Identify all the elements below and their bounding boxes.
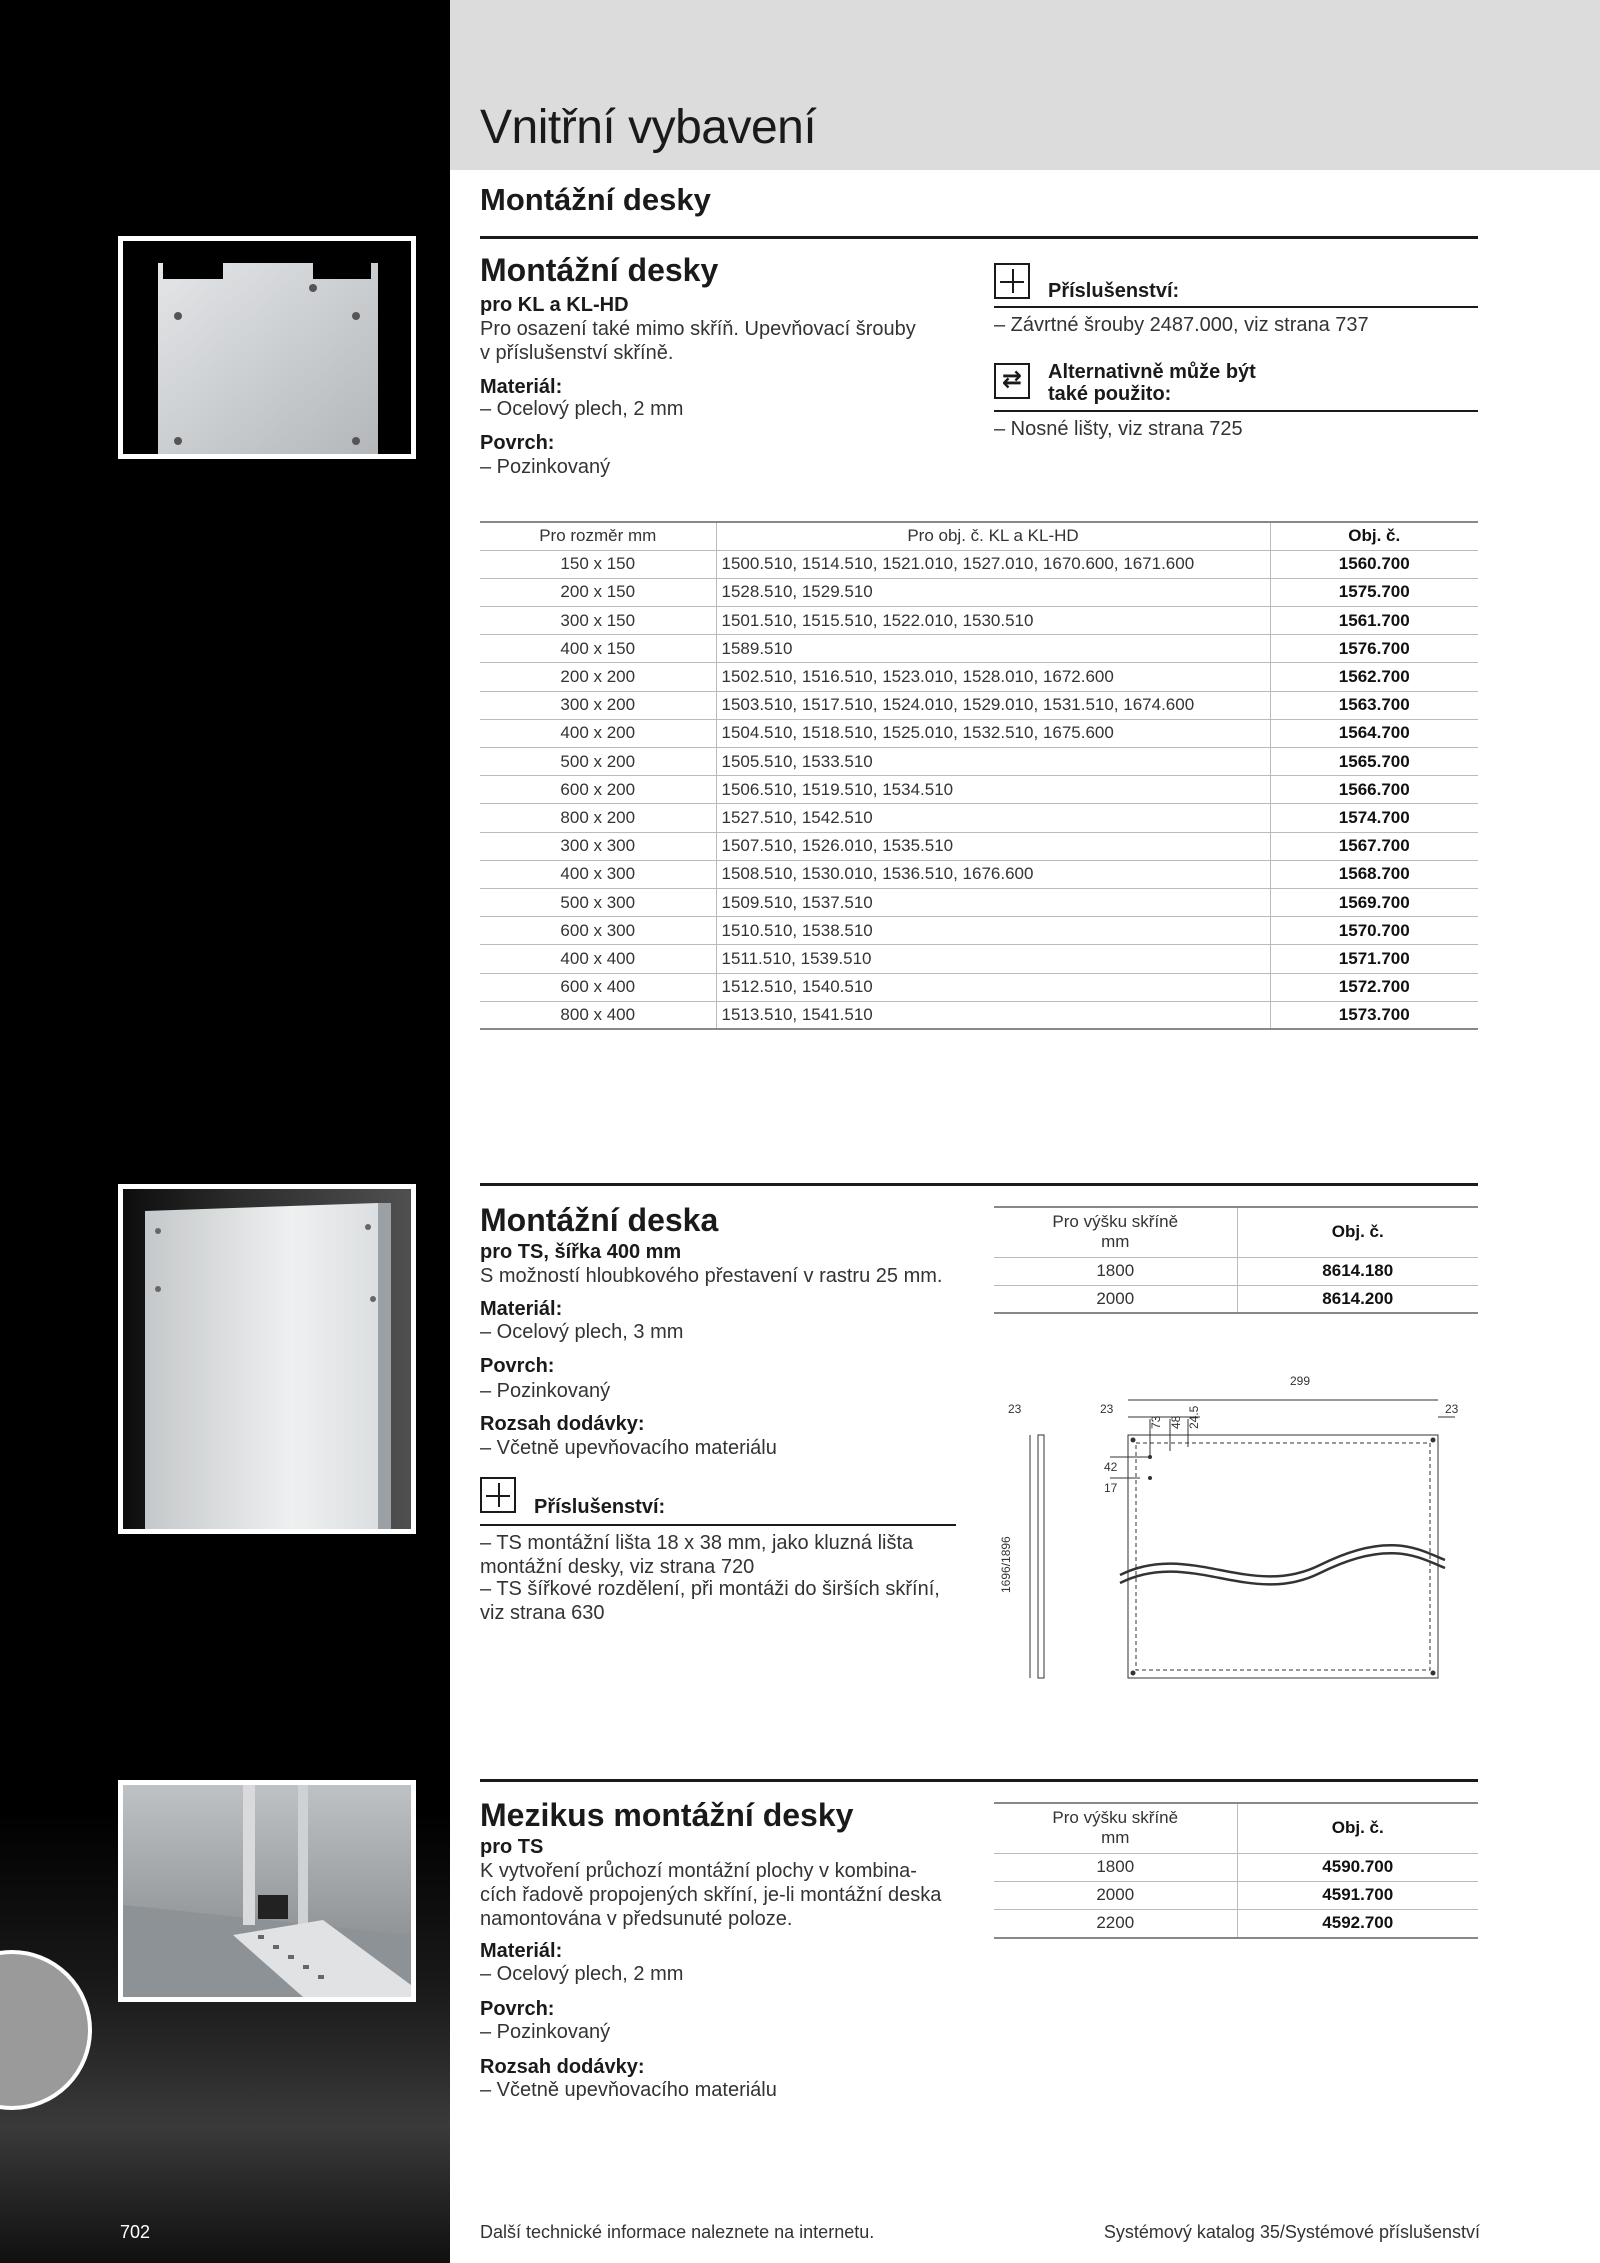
table-row — [480, 973, 1478, 1001]
table-cell: 8614.180 — [1237, 1257, 1478, 1285]
column-header-size: Pro rozměr mm — [480, 522, 716, 550]
table-row — [480, 832, 1478, 860]
table-row — [480, 607, 1478, 635]
table-row — [480, 691, 1478, 719]
table-cell: 1573.700 — [1270, 1001, 1478, 1029]
material-label: Materiál: — [480, 1298, 563, 1320]
accessory-item[interactable]: – TS šířkové rozdělení, při montáži do širších skříní, viz strana 630 — [480, 1578, 940, 1624]
dim-right: 23 — [1445, 1402, 1459, 1416]
table-row — [994, 1285, 1478, 1313]
surface-label: Povrch: — [480, 1998, 555, 2020]
table-cell: 500 x 200 — [480, 748, 716, 776]
table-cell: 1511.510, 1539.510 — [716, 945, 1270, 973]
table-cell: 1505.510, 1533.510 — [716, 748, 1270, 776]
table-cell: 1510.510, 1538.510 — [716, 917, 1270, 945]
footer-note[interactable]: Další technické informace naleznete na internetu. — [480, 2222, 875, 2242]
plus-icon — [994, 263, 1030, 299]
table-cell: 600 x 300 — [480, 917, 716, 945]
dim-height: 1696/1896 — [999, 1536, 1013, 1593]
surface-value: – Pozinkovaný — [480, 456, 611, 478]
delivery-label: Rozsah dodávky: — [480, 1413, 645, 1435]
table-cell: 300 x 150 — [480, 607, 716, 635]
product-photo-mounting-plate-ts — [118, 1184, 416, 1534]
table-cell: 1572.700 — [1270, 973, 1478, 1001]
table-cell: 8614.200 — [1237, 1285, 1478, 1313]
table-cell: 1502.510, 1516.510, 1523.010, 1528.010, 1672.600 — [716, 663, 1270, 691]
table-cell: 400 x 300 — [480, 860, 716, 888]
table-cell: 1568.700 — [1270, 860, 1478, 888]
alternative-rule — [994, 410, 1478, 412]
accessories-rule — [480, 1524, 956, 1526]
dim-vertical-1: 73 — [1149, 1415, 1163, 1429]
table-row — [480, 635, 1478, 663]
table-cell: 1528.510, 1529.510 — [716, 578, 1270, 606]
dim-vertical-2: 48 — [1169, 1415, 1183, 1429]
table-cell: 400 x 400 — [480, 945, 716, 973]
delivery-label: Rozsah dodávky: — [480, 2056, 645, 2078]
accessory-item[interactable]: – Závrtné šrouby 2487.000, viz strana 737 — [994, 314, 1369, 336]
table-cell: 1504.510, 1518.510, 1525.010, 1532.510, 1675.600 — [716, 719, 1270, 747]
table-cell: 600 x 400 — [480, 973, 716, 1001]
delivery-value: – Včetně upevňovacího materiálu — [480, 1437, 777, 1459]
table-row — [994, 1257, 1478, 1285]
table-row — [480, 663, 1478, 691]
table-cell: 1565.700 — [1270, 748, 1478, 776]
table-cell: 1527.510, 1542.510 — [716, 804, 1270, 832]
footer-catalog: Systémový katalog 35/Systémové příslušenství — [1103, 2222, 1480, 2242]
table-cell: 1561.700 — [1270, 607, 1478, 635]
alternative-item[interactable]: – Nosné lišty, viz strana 725 — [994, 418, 1243, 440]
table-row — [480, 945, 1478, 973]
table-cell: 400 x 150 — [480, 635, 716, 663]
column-header-order-no: Obj. č. — [1237, 1803, 1478, 1853]
table-cell: 2000 — [994, 1881, 1237, 1909]
table-cell: 1560.700 — [1270, 550, 1478, 578]
column-header-cabinet-height: Pro výšku skříně mm — [994, 1207, 1237, 1257]
table-cell: 200 x 150 — [480, 578, 716, 606]
dim-vertical-3: 24.5 — [1187, 1405, 1201, 1429]
table-cell: 1562.700 — [1270, 663, 1478, 691]
table-cell: 150 x 150 — [480, 550, 716, 578]
section-rule — [480, 236, 1478, 239]
table-cell: 300 x 300 — [480, 832, 716, 860]
table-cell: 1507.510, 1526.010, 1535.510 — [716, 832, 1270, 860]
material-label: Materiál: — [480, 1940, 563, 1962]
table-cell: 1512.510, 1540.510 — [716, 973, 1270, 1001]
swap-arrows-icon: ⇄ — [994, 363, 1030, 399]
table-cell: 800 x 200 — [480, 804, 716, 832]
table-cell: 1563.700 — [1270, 691, 1478, 719]
product-subtitle: pro TS — [480, 1836, 544, 1858]
product-description: K vytvoření průchozí montážní plochy v kombina- cích řadově propojených skříní, je-li montážní deska namontována v předsunuté poloze. — [480, 1860, 942, 1930]
dim-offset: 23 — [1100, 1402, 1114, 1416]
table-row — [480, 888, 1478, 916]
table-cell: 1506.510, 1519.510, 1534.510 — [716, 776, 1270, 804]
table-cell: 4592.700 — [1237, 1909, 1478, 1937]
section-title: Montážní desky — [480, 182, 711, 217]
material-label: Materiál: — [480, 376, 563, 398]
alternative-label: Alternativně může být také použito: — [1048, 361, 1256, 405]
table-cell: 1513.510, 1541.510 — [716, 1001, 1270, 1029]
table-cell: 1576.700 — [1270, 635, 1478, 663]
table-cell: 1800 — [994, 1257, 1237, 1285]
surface-label: Povrch: — [480, 432, 555, 454]
surface-value: – Pozinkovaný — [480, 1380, 611, 1402]
table-cell: 1574.700 — [1270, 804, 1478, 832]
table-header-row — [480, 522, 1478, 550]
product-subtitle: pro KL a KL-HD — [480, 294, 629, 316]
product2-table — [994, 1206, 1478, 1314]
product3-table — [994, 1802, 1478, 1939]
column-header-cabinet-height: Pro výšku skříně mm — [994, 1803, 1237, 1853]
table-cell: 1589.510 — [716, 635, 1270, 663]
table-cell: 1570.700 — [1270, 917, 1478, 945]
table-cell: 1564.700 — [1270, 719, 1478, 747]
table-row — [994, 1881, 1478, 1909]
product-title: Montážní desky — [480, 252, 719, 288]
product-photo-mounting-plate-joint — [118, 1780, 416, 2002]
table-cell: 300 x 200 — [480, 691, 716, 719]
accessories-label: Příslušenství: — [1048, 280, 1180, 302]
table-cell: 1571.700 — [1270, 945, 1478, 973]
ts-plate-image — [123, 1189, 411, 1529]
table-cell: 1503.510, 1517.510, 1524.010, 1529.010, 1531.510, 1674.600 — [716, 691, 1270, 719]
product-photo-mounting-plate-kl — [118, 236, 416, 459]
product1-table — [480, 521, 1478, 1030]
column-header-for-order: Pro obj. č. KL a KL-HD — [716, 522, 1270, 550]
table-cell: 1508.510, 1530.010, 1536.510, 1676.600 — [716, 860, 1270, 888]
column-header-order-no: Obj. č. — [1237, 1207, 1478, 1257]
dim-hole-2: 17 — [1104, 1481, 1118, 1495]
table-cell: 2000 — [994, 1285, 1237, 1313]
table-cell: 500 x 300 — [480, 888, 716, 916]
table-row — [480, 776, 1478, 804]
table-cell: 200 x 200 — [480, 663, 716, 691]
table-row — [480, 719, 1478, 747]
page-number: 702 — [120, 2222, 151, 2242]
table-cell: 1575.700 — [1270, 578, 1478, 606]
accessory-item[interactable]: – TS montážní lišta 18 x 38 mm, jako kluzná lišta montážní desky, viz strana 720 — [480, 1532, 914, 1578]
table-row — [994, 1853, 1478, 1881]
product-description: Pro osazení také mimo skříň. Upevňovací šrouby v příslušenství skříně. — [480, 318, 916, 364]
product-subtitle: pro TS, šířka 400 mm — [480, 1241, 682, 1263]
page-title: Vnitřní vybavení — [480, 101, 817, 154]
table-cell: 1569.700 — [1270, 888, 1478, 916]
product3-rule — [480, 1779, 1478, 1782]
table-cell: 2200 — [994, 1909, 1237, 1937]
accessories-label: Příslušenství: — [534, 1496, 666, 1518]
material-value: – Ocelový plech, 2 mm — [480, 398, 684, 420]
table-row — [480, 748, 1478, 776]
material-value: – Ocelový plech, 3 mm — [480, 1321, 684, 1343]
table-row — [480, 917, 1478, 945]
table-row — [480, 860, 1478, 888]
product2-rule — [480, 1183, 1478, 1186]
table-cell: 1509.510, 1537.510 — [716, 888, 1270, 916]
table-cell: 1800 — [994, 1853, 1237, 1881]
table-header-row — [994, 1803, 1478, 1853]
table-cell: 1500.510, 1514.510, 1521.010, 1527.010, 1670.600, 1671.600 — [716, 550, 1270, 578]
dim-hole-1: 42 — [1104, 1460, 1118, 1474]
surface-label: Povrch: — [480, 1355, 555, 1377]
table-cell: 1501.510, 1515.510, 1522.010, 1530.510 — [716, 607, 1270, 635]
table-row — [480, 1001, 1478, 1029]
table-header-row — [994, 1207, 1478, 1257]
table-cell: 1567.700 — [1270, 832, 1478, 860]
delivery-value: – Včetně upevňovacího materiálu — [480, 2079, 777, 2101]
material-value: – Ocelový plech, 2 mm — [480, 1963, 684, 1985]
product-description: S možností hloubkového přestavení v rastru 25 mm. — [480, 1265, 943, 1287]
table-cell: 600 x 200 — [480, 776, 716, 804]
table-row — [480, 804, 1478, 832]
mounting-plate-image — [123, 241, 411, 454]
joint-piece-image — [123, 1785, 411, 1997]
table-cell: 4591.700 — [1237, 1881, 1478, 1909]
plus-icon — [480, 1477, 516, 1513]
table-cell: 800 x 400 — [480, 1001, 716, 1029]
surface-value: – Pozinkovaný — [480, 2021, 611, 2043]
table-cell: 400 x 200 — [480, 719, 716, 747]
table-row — [480, 578, 1478, 606]
table-cell: 4590.700 — [1237, 1853, 1478, 1881]
product-title: Mezikus montážní desky — [480, 1797, 854, 1833]
table-row — [480, 550, 1478, 578]
dim-width: 299 — [1290, 1374, 1311, 1388]
table-row — [994, 1909, 1478, 1937]
column-header-order-no: Obj. č. — [1270, 522, 1478, 550]
technical-drawing — [990, 1365, 1480, 1685]
accessories-rule — [994, 306, 1478, 308]
table-cell: 1566.700 — [1270, 776, 1478, 804]
product-title: Montážní deska — [480, 1202, 719, 1238]
dim-left: 23 — [1008, 1402, 1022, 1416]
